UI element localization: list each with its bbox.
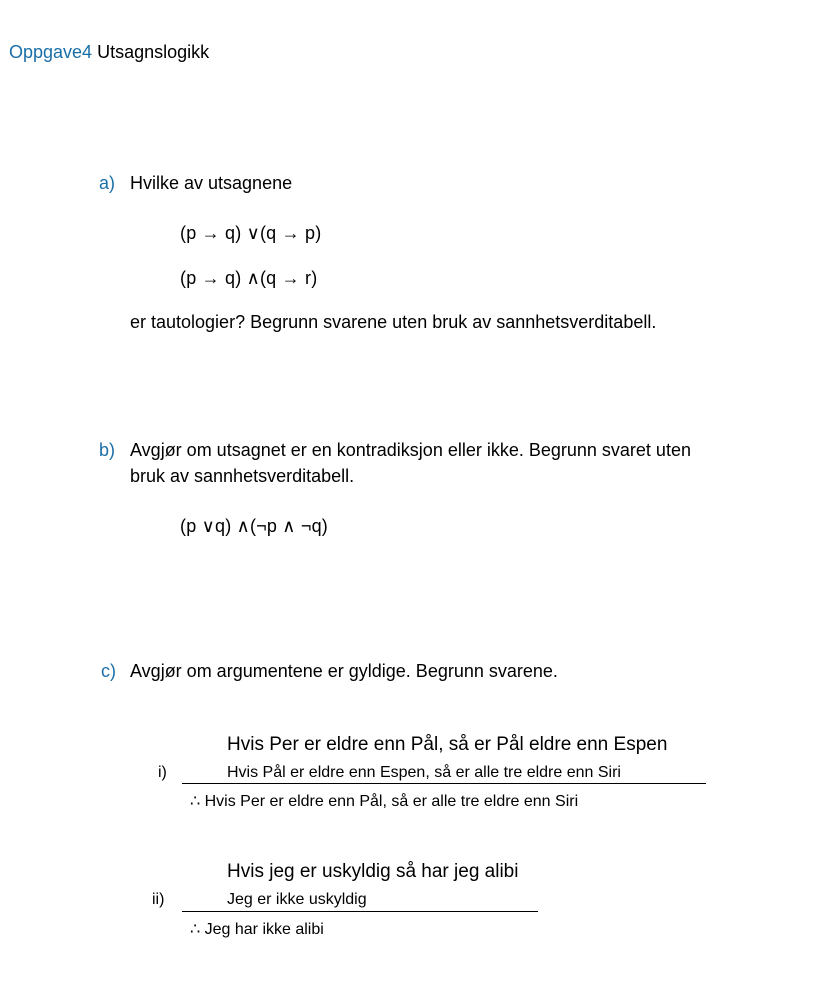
argument-i-divider (182, 783, 706, 784)
page-title (9, 42, 209, 63)
argument-i-label: i) (158, 764, 167, 781)
part-c-label: c) (101, 661, 116, 681)
argument-ii-premise-1: Hvis jeg er uskyldig så har jeg alibi (227, 861, 519, 882)
part-b-label: b) (99, 440, 116, 460)
part-a-question: er tautologier? Begrunn svarene uten bruk av sannhetsverditabell. (130, 312, 657, 332)
part-b-formula: (p ∨q) ∧(¬p ∧ ¬q) (180, 516, 328, 536)
part-a-intro: Hvilke av utsagnene (130, 173, 293, 193)
argument-i-premise-1: Hvis Per er eldre enn Pål, så er Pål eldre enn Espen (227, 734, 668, 755)
argument-ii-label: ii) (152, 891, 165, 908)
part-b-line-1: Avgjør om utsagnet er en kontradiksjon eller ikke. Begrunn svaret uten (130, 440, 691, 460)
argument-ii-conclusion: ∴ Jeg har ikke alibi (190, 921, 324, 938)
argument-i-conclusion: ∴ Hvis Per er eldre enn Pål, så er alle tre eldre enn Siri (190, 793, 579, 810)
task-title: Utsagnslogikk (97, 42, 210, 62)
argument-ii-premise-2: Jeg er ikke uskyldig (227, 891, 367, 908)
part-a-formula-1: (p → q) ∨(q → p) (180, 223, 322, 243)
argument-ii-divider (182, 911, 538, 912)
task-number: Oppgave4 (9, 42, 93, 62)
part-a-formula-2: (p → q) ∧(q → r) (180, 268, 318, 288)
part-a-label: a) (99, 173, 116, 193)
part-c-intro: Avgjør om argumentene er gyldige. Begrunn svarene. (130, 661, 558, 681)
part-b-line-2: bruk av sannhetsverditabell. (130, 466, 355, 486)
argument-i-premise-2: Hvis Pål er eldre enn Espen, så er alle tre eldre enn Siri (227, 764, 621, 781)
